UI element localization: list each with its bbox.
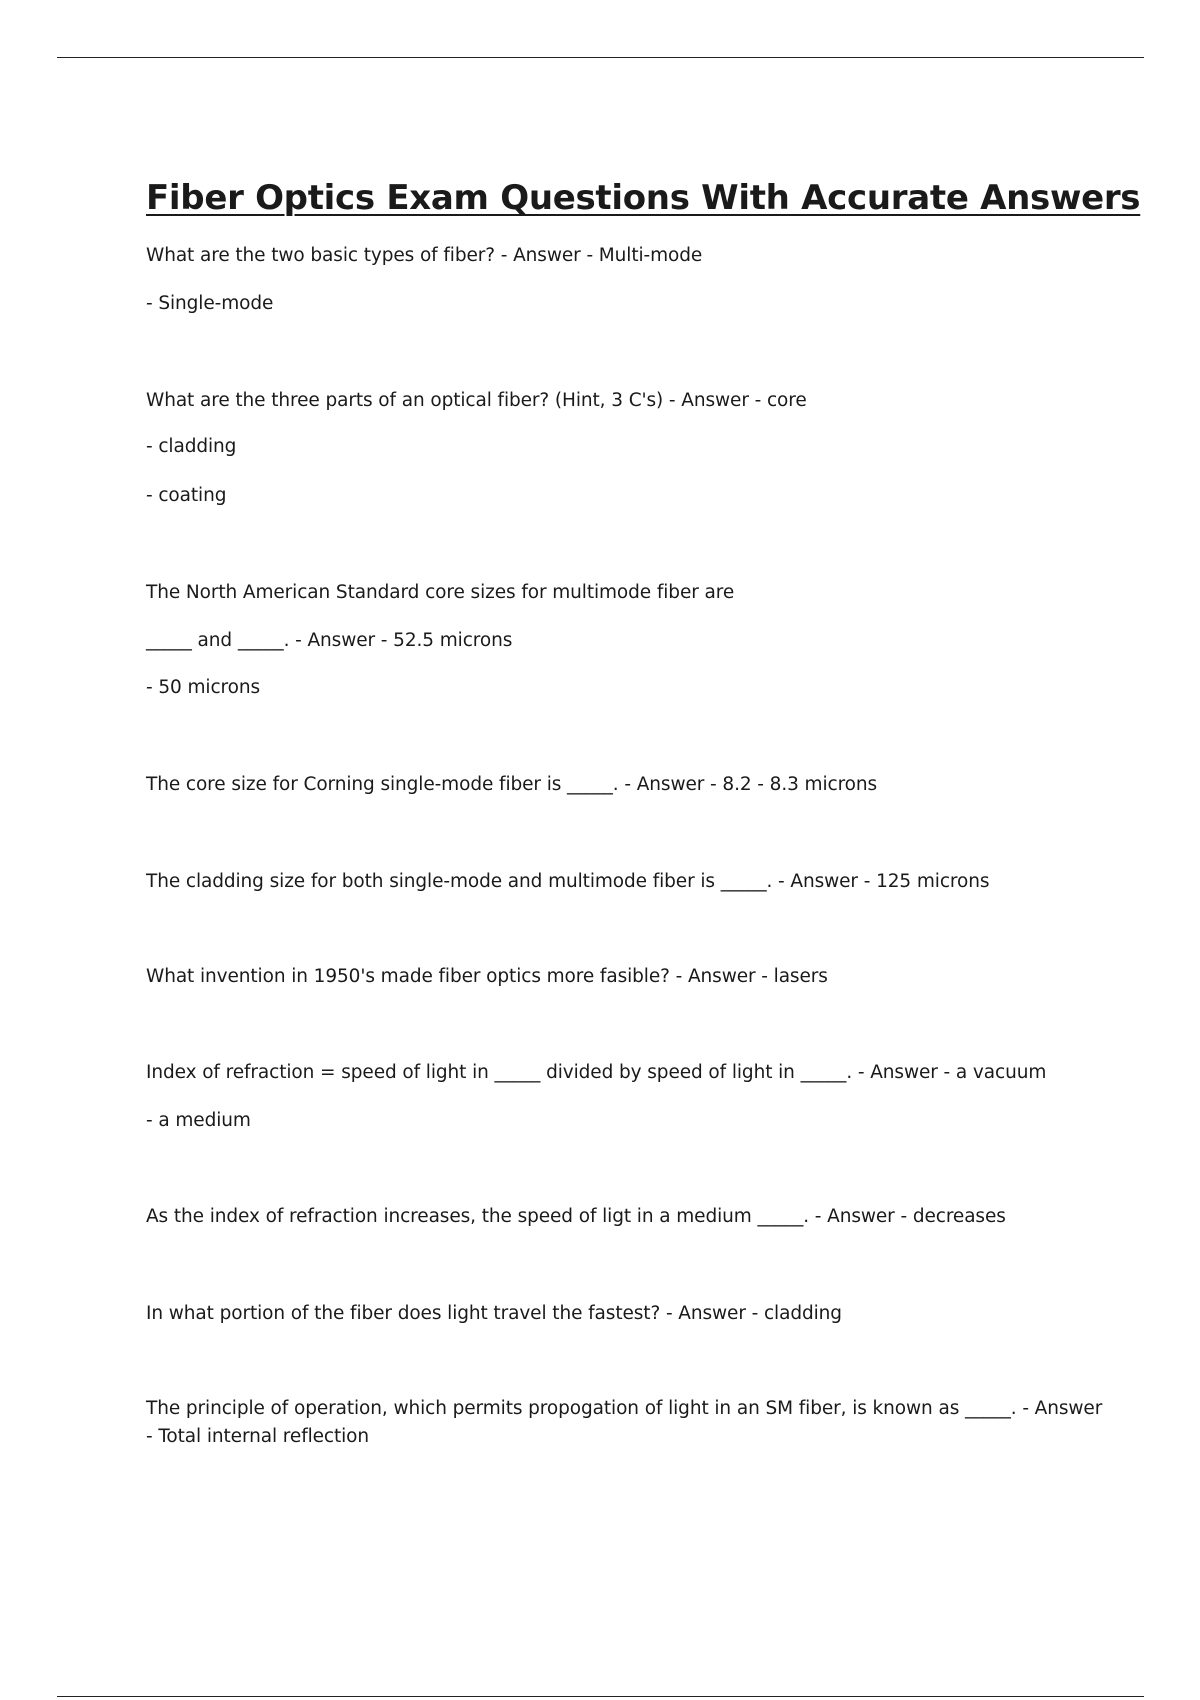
text-line: The principle of operation, which permits propogation of light in an SM fiber, is known as _____. - Answer <box>146 1398 1103 1419</box>
text-line: As the index of refraction increases, the speed of ligt in a medium _____. - Answer - decreases <box>146 1206 1006 1227</box>
text-line: - 50 microns <box>146 677 260 698</box>
text-line: In what portion of the fiber does light travel the fastest? - Answer - cladding <box>146 1303 842 1324</box>
text-line: - Single-mode <box>146 293 274 314</box>
text-line: What are the two basic types of fiber? - Answer - Multi-mode <box>146 245 703 266</box>
footer-rule <box>57 1696 1144 1697</box>
text-line: _____ and _____. - Answer - 52.5 microns <box>146 630 513 651</box>
text-line: Index of refraction = speed of light in _____ divided by speed of light in _____. - Answer - a vacuum <box>146 1062 1047 1083</box>
text-line: The cladding size for both single-mode and multimode fiber is _____. - Answer - 125 microns <box>146 871 990 892</box>
text-line: - cladding <box>146 436 237 457</box>
text-line: - coating <box>146 485 227 506</box>
text-line: What are the three parts of an optical fiber? (Hint, 3 C's) - Answer - core <box>146 390 807 411</box>
header-rule <box>57 57 1144 58</box>
document-title: Fiber Optics Exam Questions With Accurate Answers <box>146 178 1141 218</box>
text-line: The North American Standard core sizes for multimode fiber are <box>146 582 735 603</box>
text-line: The core size for Corning single-mode fiber is _____. - Answer - 8.2 - 8.3 microns <box>146 774 878 795</box>
text-line: What invention in 1950's made fiber optics more fasible? - Answer - lasers <box>146 966 828 987</box>
text-line: - Total internal reflection <box>146 1426 370 1447</box>
text-line: - a medium <box>146 1110 251 1131</box>
